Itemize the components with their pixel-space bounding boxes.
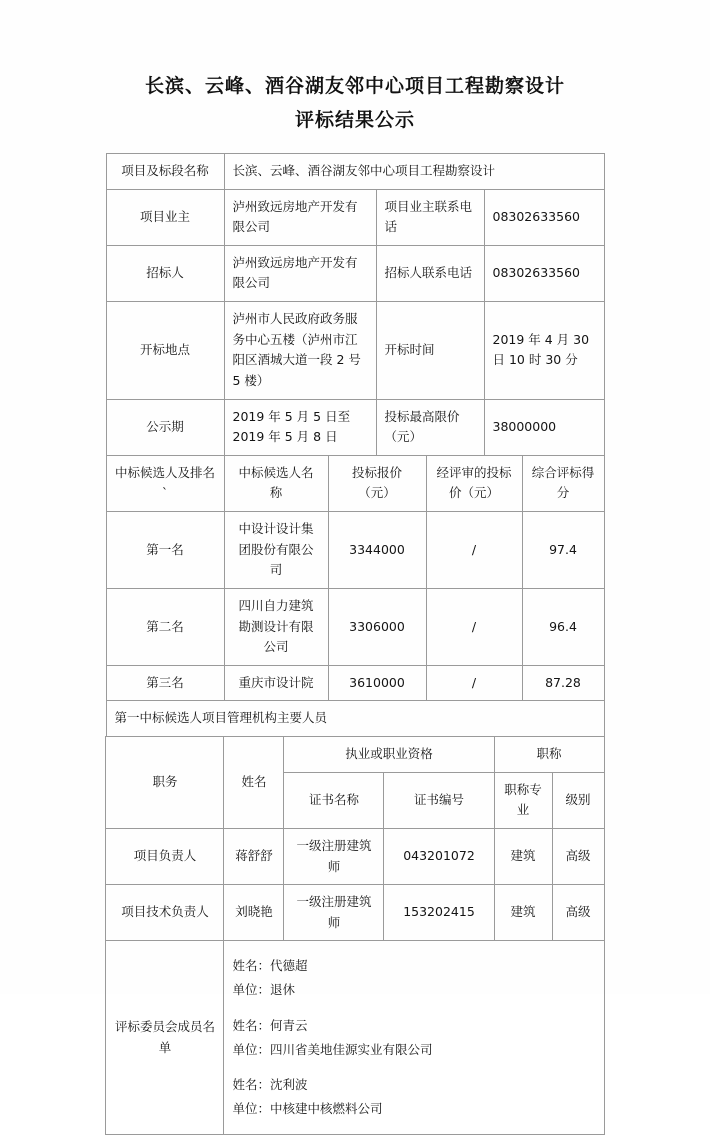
- publicity-value: 2019 年 5 月 5 日至 2019 年 5 月 8 日: [224, 399, 376, 455]
- staff-header-name: 姓名: [224, 737, 284, 829]
- staff-title-major: 建筑: [494, 828, 552, 884]
- table-row: [106, 588, 604, 665]
- project-name-value: 长滨、云峰、酒谷湖友邻中心项目工程勘察设计: [224, 153, 604, 189]
- document-title: [0, 0, 710, 135]
- candidates-header-reviewed-price: 经评审的投标价（元）: [426, 455, 522, 511]
- owner-phone-value: 08302633560: [484, 189, 604, 245]
- bid-time-label: 开标时间: [376, 302, 484, 400]
- staff-duty: 项目负责人: [106, 828, 224, 884]
- candidate-price: 3306000: [328, 588, 426, 665]
- staff-cert-no: 153202415: [384, 885, 494, 941]
- candidates-header-price: 投标报价（元）: [328, 455, 426, 511]
- staff-header-duty: 职务: [106, 737, 224, 829]
- candidate-name: 四川自力建筑勘测设计有限公司: [224, 588, 328, 665]
- max-price-label: 投标最高限价（元）: [376, 399, 484, 455]
- staff-section-title-row: [106, 701, 604, 737]
- staff-title-level: 高级: [552, 885, 604, 941]
- candidate-reviewed-price: /: [426, 512, 522, 589]
- candidates-header-row: [106, 455, 604, 511]
- candidate-name: 重庆市设计院: [224, 665, 328, 701]
- committee-member-name: 姓名：何青云: [232, 1017, 308, 1033]
- candidate-reviewed-price: /: [426, 665, 522, 701]
- candidate-rank: 第三名: [106, 665, 224, 701]
- committee-members: [224, 941, 604, 1135]
- staff-header-qualification: 执业或职业资格: [284, 737, 494, 773]
- committee-member-unit: 单位：四川省美地佳源实业有限公司: [232, 1041, 433, 1057]
- candidate-score: 97.4: [522, 512, 604, 589]
- candidates-header-rank: 中标候选人及排名 `: [106, 455, 224, 511]
- table-row-project-name: [106, 153, 604, 189]
- committee-member-name: 姓名：代德超: [232, 958, 308, 974]
- table-row: [106, 885, 604, 941]
- publicity-label: 公示期: [106, 399, 224, 455]
- table-row-tenderee: [106, 245, 604, 301]
- staff-duty: 项目技术负责人: [106, 885, 224, 941]
- candidates-header-score: 综合评标得分: [522, 455, 604, 511]
- staff-section-title: 第一中标候选人项目管理机构主要人员: [106, 701, 604, 737]
- staff-header-title-major: 职称专业: [494, 772, 552, 828]
- tenderee-phone-label: 招标人联系电话: [376, 245, 484, 301]
- table-row: [106, 512, 604, 589]
- staff-cert-name: 一级注册建筑师: [284, 828, 384, 884]
- committee-label: 评标委员会成员名单: [106, 941, 224, 1135]
- table-row-owner: [106, 189, 604, 245]
- candidate-price: 3344000: [328, 512, 426, 589]
- title-line-2: 评标结果公示: [294, 108, 415, 131]
- staff-title-major: 建筑: [494, 885, 552, 941]
- bid-time-value: 2019 年 4 月 30 日 10 时 30 分: [484, 302, 604, 400]
- table-row-bid-place: [106, 302, 604, 400]
- max-price-value: 38000000: [484, 399, 604, 455]
- staff-header-title: 职称: [494, 737, 604, 773]
- staff-name: 刘晓艳: [224, 885, 284, 941]
- project-name-label: 项目及标段名称: [106, 153, 224, 189]
- candidates-table: [106, 455, 605, 737]
- table-row: [106, 665, 604, 701]
- owner-value: 泸州致远房地产开发有限公司: [224, 189, 376, 245]
- committee-member: [232, 1008, 595, 1068]
- bid-place-label: 开标地点: [106, 302, 224, 400]
- tenderee-value: 泸州致远房地产开发有限公司: [224, 245, 376, 301]
- staff-header-cert-name: 证书名称: [284, 772, 384, 828]
- staff-cert-no: 043201072: [384, 828, 494, 884]
- candidate-name: 中设计设计集团股份有限公司: [224, 512, 328, 589]
- candidate-price: 3610000: [328, 665, 426, 701]
- staff-header-row-1: [106, 737, 604, 773]
- committee-row: [106, 941, 604, 1135]
- staff-title-level: 高级: [552, 828, 604, 884]
- staff-name: 蒋舒舒: [224, 828, 284, 884]
- candidate-rank: 第一名: [106, 512, 224, 589]
- table-row: [106, 828, 604, 884]
- committee-member: [232, 1067, 595, 1127]
- staff-cert-name: 一级注册建筑师: [284, 885, 384, 941]
- committee-member: [232, 948, 595, 1008]
- committee-member-unit: 单位：中核建中核燃料公司: [232, 1101, 383, 1117]
- tenderee-label: 招标人: [106, 245, 224, 301]
- main-table: [106, 153, 605, 456]
- candidate-reviewed-price: /: [426, 588, 522, 665]
- staff-header-cert-no: 证书编号: [384, 772, 494, 828]
- committee-member-unit: 单位：退休: [232, 982, 295, 998]
- owner-label: 项目业主: [106, 189, 224, 245]
- candidate-score: 96.4: [522, 588, 604, 665]
- staff-header-title-level: 级别: [552, 772, 604, 828]
- table-row-publicity: [106, 399, 604, 455]
- candidate-score: 87.28: [522, 665, 604, 701]
- candidate-rank: 第二名: [106, 588, 224, 665]
- tenderee-phone-value: 08302633560: [484, 245, 604, 301]
- owner-phone-label: 项目业主联系电话: [376, 189, 484, 245]
- staff-table: [105, 736, 604, 1135]
- candidates-header-name: 中标候选人名称: [224, 455, 328, 511]
- committee-member-name: 姓名：沈利波: [232, 1077, 308, 1093]
- title-line-1: 长滨、云峰、酒谷湖友邻中心项目工程勘察设计: [144, 75, 565, 97]
- bid-place-value: 泸州市人民政府政务服务中心五楼（泸州市江阳区酒城大道一段 2 号 5 楼）: [224, 302, 376, 400]
